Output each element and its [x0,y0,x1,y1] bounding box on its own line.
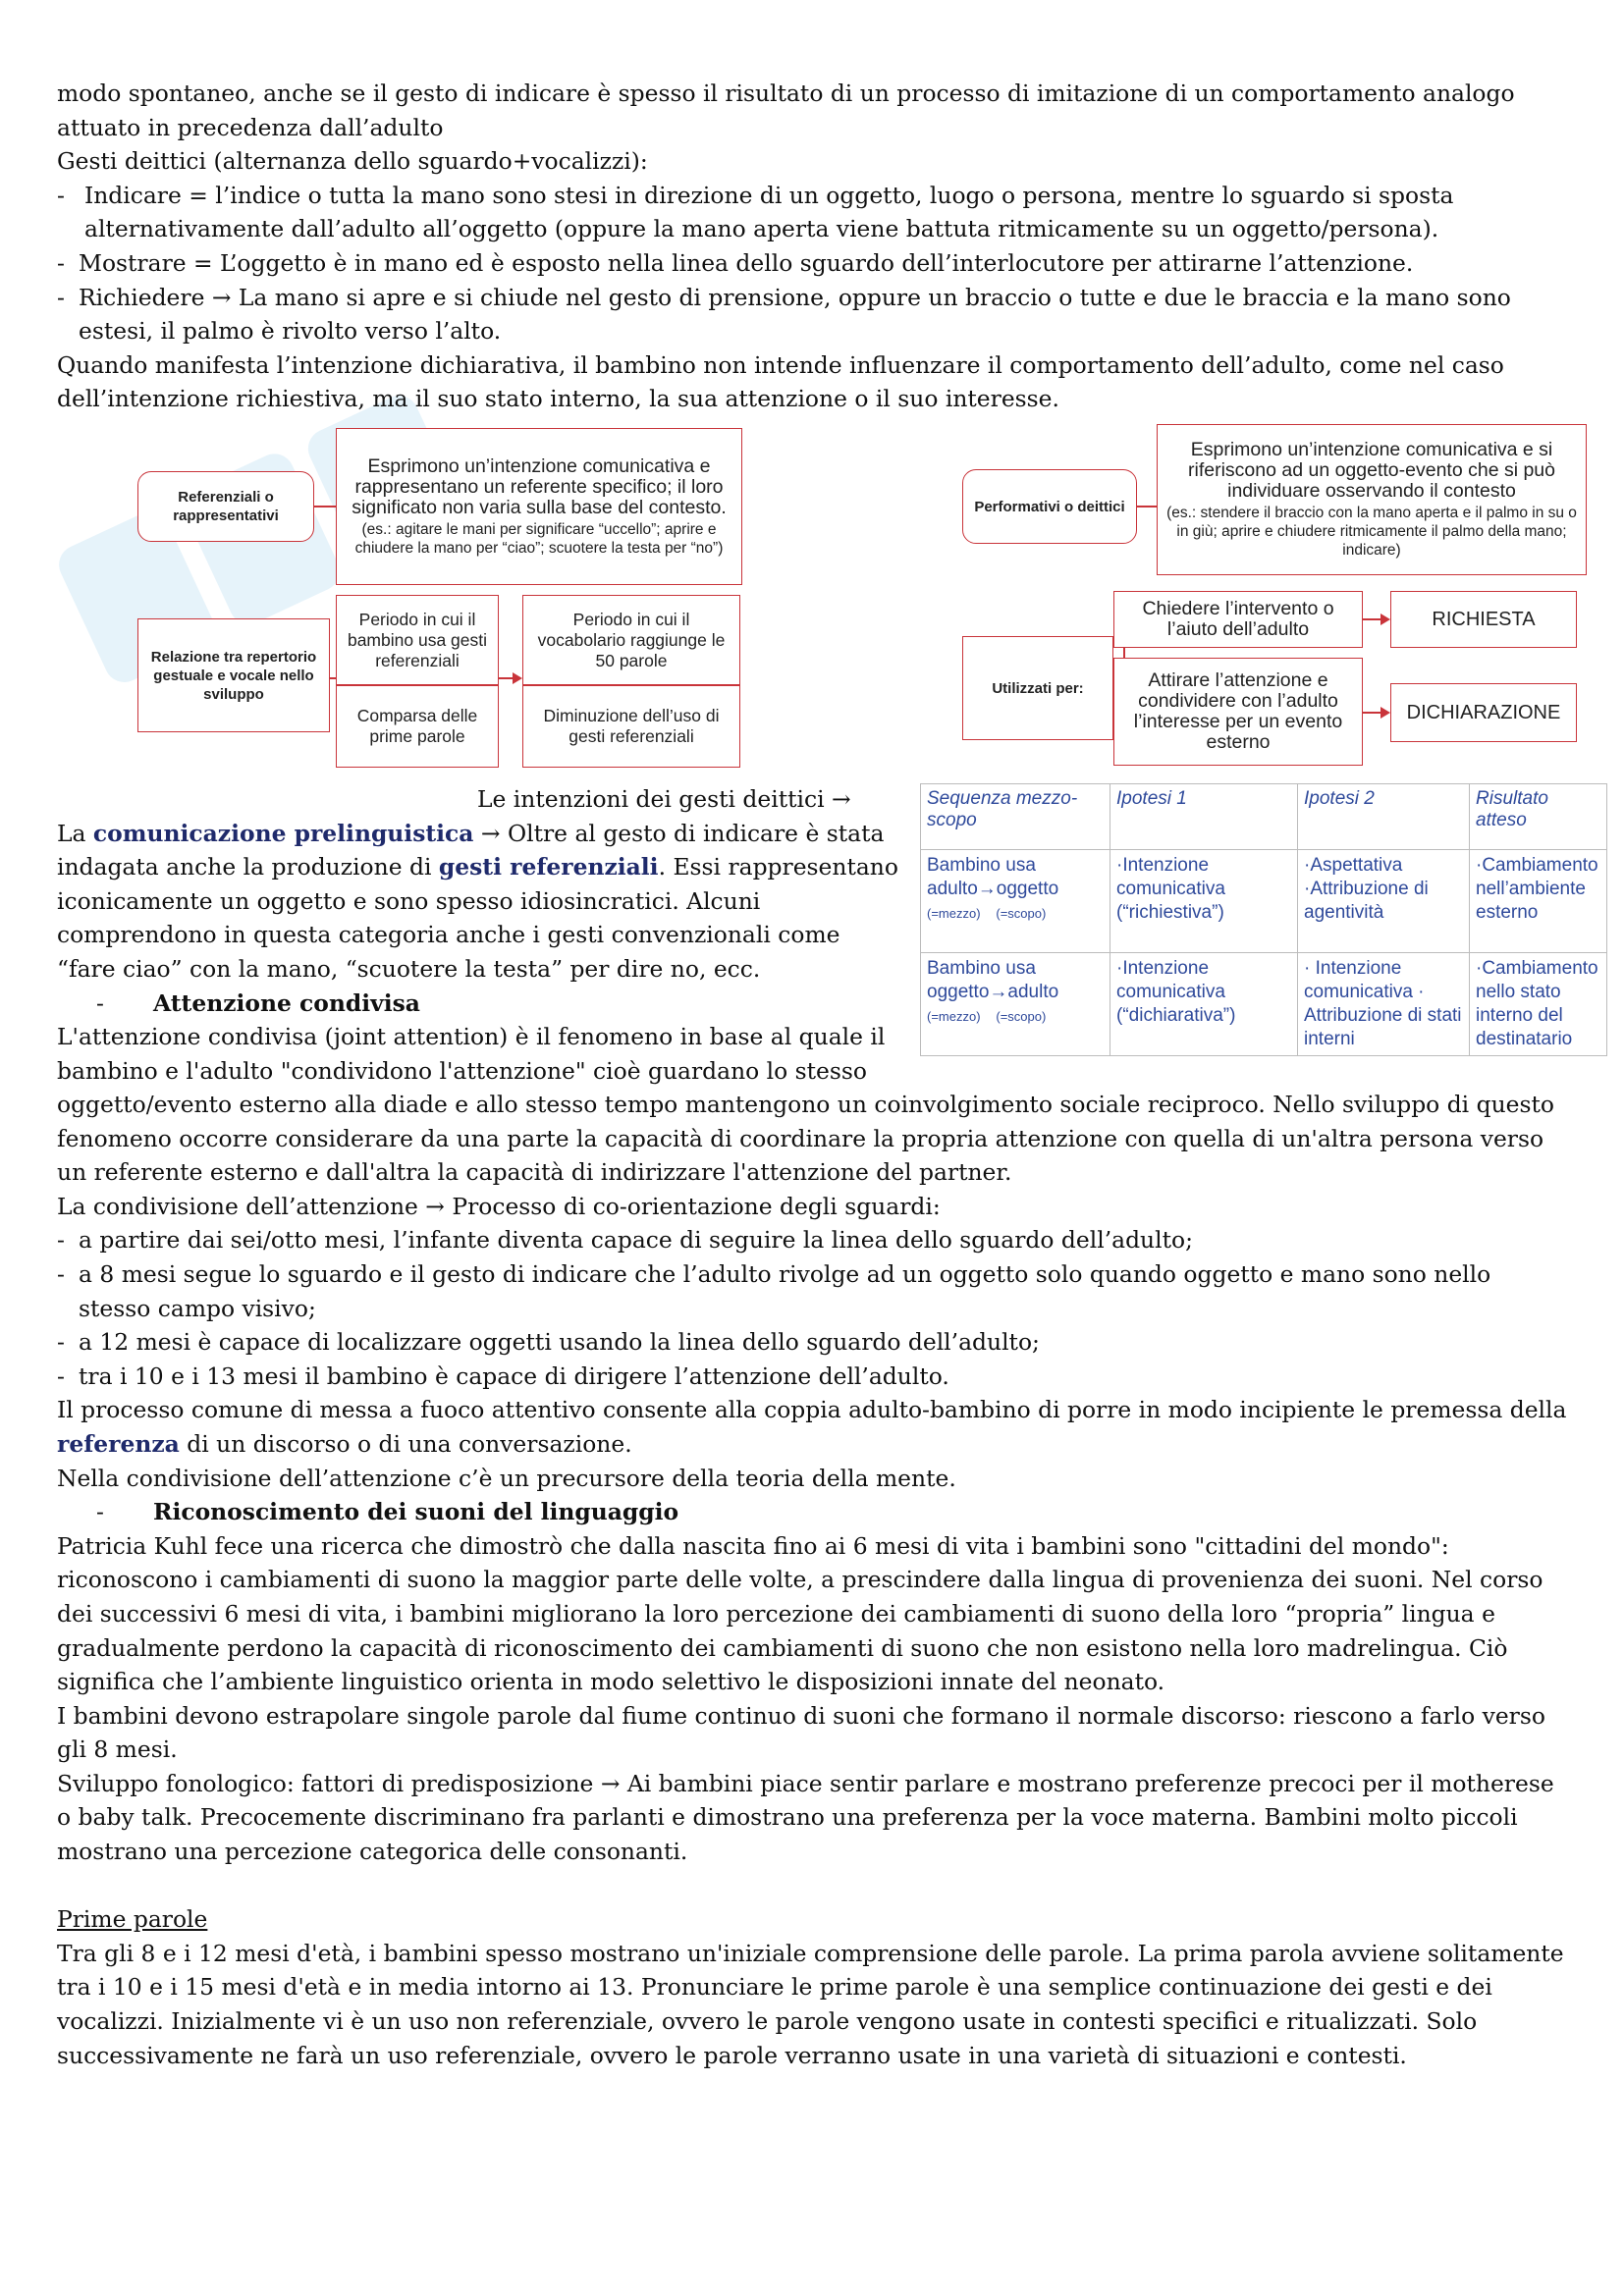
text-line: modo spontaneo, anche se il gesto di indicare è spesso il risultato di un processo di imitazione di un comportamento analogo [57,80,1515,107]
prime-parole-paragraph: Tra gli 8 e i 12 mesi d'età, i bambini spesso mostrano un'iniziale comprensione delle parole. La prima parola avviene solitamente tra i 10 e i 15 mesi d'età e in media intorno ai 13. Pronunciare le prime parole è una semplice continuazione dei gesti e dei vocalizzi. Inizialmente vi è un uso non referenziale, ovvero le parole vengono usate in contesti specifici e ritualizzati. Solo successivamente ne farà un uso referenziale, ovvero le parole verranno usate in una varietà di situazioni e contesti. [57,1939,1564,2069]
list-item: - a 12 mesi è capace di localizzare oggetti usando la linea dello sguardo dell’adulto; [57,1328,1040,1357]
main-block [57,1088,1569,2072]
deictic-caption: Le intenzioni dei gesti deittici → [477,785,851,813]
closing-paragraph: Quando manifesta l’intenzione dichiarativa, il bambino non intende influenzare il comportamento dell’adulto, come nel caso dell’intenzione richiestiva, ma il suo stato interno, la sua attenzione o il suo interesse. [57,350,1504,413]
performativi-desc: Esprimono un’intenzione comunicativa e si riferiscono ad un oggetto-evento che si può individuare osservando il contesto [1188,439,1555,502]
bullet-indicare: - Indicare = l’indice o tutta la mano sono stesi in direzione di un oggetto, luogo o persona, mentre lo sguardo si sposta alternativamente dall’adulto all’oggetto (oppure la mano aperta viene battuta ritmicamente su un oggetto/persona). [57,181,1454,243]
bullet-richiedere: - Richiedere → La mano si apre e si chiude nel gesto di prensione, oppure un braccio o tutte e due le braccia e la mano sono estesi, il palmo è rivolto verso l’alto. [57,283,1511,346]
term-gesti: gesti referenziali [438,853,659,881]
fonologico-paragraph: Sviluppo fonologico: fattori di predisposizione → Ai bambini piace sentir parlare e mostrano preferenze precoci per il motherese o baby talk. Precocemente discriminano fra parlanti e dimostrano una preferenza per la voce materna. Bambini molto piccoli mostrano una percezione categorica delle consonanti. [57,1769,1554,1866]
performativi-node: Performativi o deittici [962,469,1137,544]
term-referenza: referenza [57,1429,180,1458]
kuhl-paragraph: Patricia Kuhl fece una ricerca che dimostrò che dalla nascita fino ai 6 mesi di vita i bambini sono "cittadini del mondo": riconoscono i cambiamenti di suono la maggior parte delle volte, a prescindere dalla lingua di provenienza dei suoni. Nel corso dei successivi 6 mesi di vita, i bambini migliorano la loro percezione dei cambiamenti di suono della loro “propria” lingua e gradualmente perdono la capacità di riconoscimento dei cambiamenti di suono che non esistono nella loro madrelingua. Ciò significa che l’ambiente linguistico orienta in modo selettivo le disposizioni innate del neonato. [57,1531,1543,1696]
table-cell: ·Cambiamento nello stato interno del destinatario [1470,953,1607,1056]
performativi-desc-box [1157,424,1587,575]
attenzione-paragraph-rest: oggetto/evento esterno alla diade e allo stesso tempo mantengono un coinvolgimento sociale reciproco. Nello sviluppo di questo fenomeno occorre considerare da una parte la capacità di coordinare la propria attenzione con quella di un'altra persona verso un referente esterno e dall'altra la capacità di indirizzare l'attenzione del partner. [57,1091,1554,1187]
table-cell: ·Aspettativa ·Attribuzione di agentività [1298,850,1470,953]
attenzione-paragraph-start: L'attenzione condivisa (joint attention) è il fenomeno in base al quale il bambino e l'adulto "condividono l'attenzione" cioè guardano lo stesso [57,1023,886,1085]
table-cell: ·Intenzione comunicativa (“dichiarativa”) [1110,953,1298,1056]
attirare-box: Attirare l’attenzione e condividere con l’adulto l’interesse per un evento esterno [1113,658,1363,766]
narrow-block [57,782,1569,1088]
list-item: - a partire dai sei/otto mesi, l’infante diventa capace di seguire la linea dello sguardo dell’adulto; [57,1226,1193,1255]
richiesta-box: RICHIESTA [1390,591,1577,648]
table-header: Ipotesi 1 [1110,784,1298,850]
table-header: Ipotesi 2 [1298,784,1470,850]
term-comunicazione: comunicazione prelinguistica [92,819,474,847]
dichiarazione-box: DICHIARAZIONE [1390,683,1577,742]
heading-attenzione: - Attenzione condivisa [96,988,420,1017]
referenziali-desc-box [336,428,742,585]
condivisione-intro: La condivisione dell’attenzione → Processo di co-orientazione degli sguardi: [57,1192,941,1220]
list-item: - tra i 10 e i 13 mesi il bambino è capace di dirigere l’attenzione dell’adulto. [57,1362,949,1390]
estrapolare-paragraph: I bambini devono estrapolare singole parole dal fiume continuo di suoni che formano il normale discorso: riescono a farlo verso gli 8 mesi. [57,1701,1545,1764]
performativi-example: (es.: stendere il braccio con la mano aperta e il palmo in su o in giù; aprire e chiudere ritmicamente il palmo della mano; indicare) [1166,505,1577,559]
table-cell: ·Cambiamento nell’ambiente esterno [1470,850,1607,953]
table-cell: ·Intenzione comunicativa (“richiestiva”) [1110,850,1298,953]
intro-block [57,77,1569,416]
processo-paragraph: Il processo comune di messa a fuoco attentivo consente alla coppia adulto-bambino di porre in modo incipiente le premessa della referenza di un discorso o di una conversazione. [57,1396,1567,1458]
referenziali-desc: Esprimono un’intenzione comunicativa e rappresentano un referente specifico; il loro significato non varia sulla base del contesto. [352,454,727,518]
relazione-node: Relazione tra repertorio gestuale e vocale nello sviluppo [137,618,330,732]
text-line: attuato in precedenza dall’adulto [57,113,444,141]
periodo-gesti-box: Periodo in cui il bambino usa gesti referenziali [336,595,499,685]
text-line: Gesti deittici (alternanza dello sguardo+vocalizzi): [57,147,648,176]
table-cell: Bambino usa oggetto→adulto (=mezzo) (=scopo) [921,953,1110,1056]
chiedere-box: Chiedere l’intervento o l’aiuto dell’adulto [1113,591,1363,648]
table-cell: Bambino usa adulto→oggetto (=mezzo) (=scopo) [921,850,1110,953]
referenziali-node: Referenziali o rappresentativi [137,471,314,542]
table-cell: · Intenzione comunicativa · Attribuzione di stati interni [1298,953,1470,1056]
heading-riconoscimento: - Riconoscimento dei suoni del linguaggio [96,1498,679,1526]
precursore-line: Nella condivisione dell’attenzione c’è un precursore della teoria della mente. [57,1464,956,1492]
spacer [57,1869,1569,1903]
diminuzione-box: Diminuzione dell’uso di gesti referenziali [522,685,740,768]
comunicazione-paragraph: La comunicazione prelinguistica → Oltre al gesto di indicare è stata indagata anche la produzione di gesti referenziali. Essi rappresentano iconicamente un oggetto e sono spesso idiosincratici. Alcuni comprendono in questa categoria anche i gesti convenzionali come “fare ciao” con la mano, “scuotere la testa” per dire no, ecc. [57,819,898,983]
comparsa-box: Comparsa delle prime parole [336,685,499,768]
table-header: Sequenza mezzo-scopo [921,784,1110,850]
prime-parole-title: Prime parole [57,1905,208,1934]
periodo-vocabolario-box: Periodo in cui il vocabolario raggiunge le 50 parole [522,595,740,685]
referenziali-example: (es.: agitare le mani per significare “uccello”; aprire e chiudere la mano per “ciao”; scuotere la testa per “no”) [354,520,724,557]
utilizzati-node: Utilizzati per: [962,636,1113,740]
list-item: - a 8 mesi segue lo sguardo e il gesto di indicare che l’adulto rivolge ad un oggetto solo quando oggetto e mano sono nello stesso campo visivo; [57,1259,1491,1322]
bullet-mostrare: - Mostrare = L’oggetto è in mano ed è esposto nella linea dello sguardo dell’interlocutore per attirarne l’attenzione. [57,248,1414,277]
table-header: Risultato atteso [1470,784,1607,850]
